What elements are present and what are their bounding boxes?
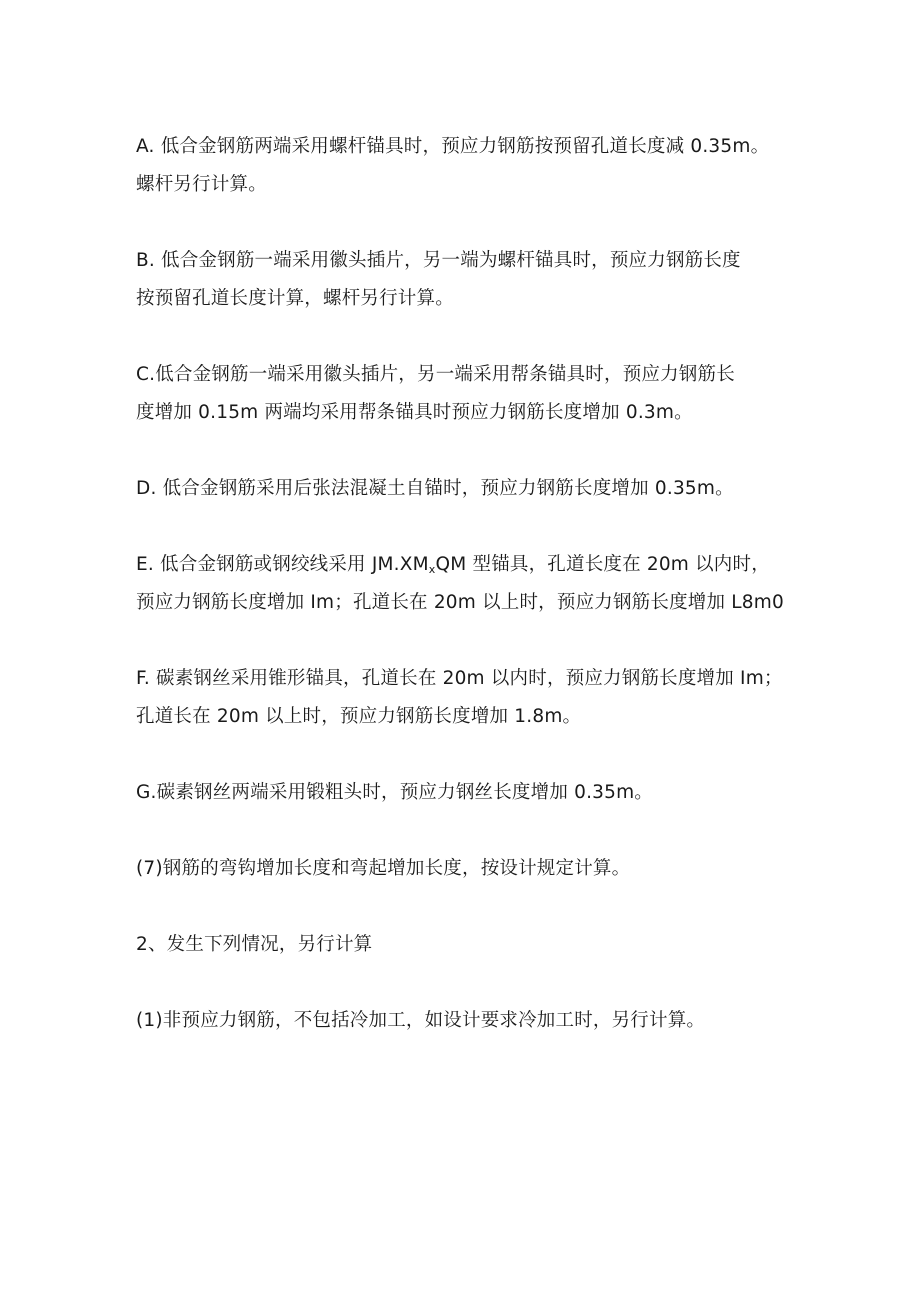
paragraph-line: A. 低合金钢筋两端采用螺杆锚具时，预应力钢筋按预留孔道长度减 0.35m。 (136, 136, 770, 157)
paragraph-line: 按预留孔道长度计算，螺杆另行计算。 (136, 288, 454, 309)
paragraph-line: (1)非预应力钢筋，不包括冷加工，如设计要求冷加工时，另行计算。 (136, 1010, 706, 1031)
paragraph-g (136, 774, 796, 812)
subscript-text: x (428, 563, 436, 576)
paragraph-line: (7)钢筋的弯钩增加长度和弯起增加长度，按设计规定计算。 (136, 858, 631, 879)
paragraph-c (136, 356, 796, 432)
paragraph-line: 2、发生下列情况，另行计算 (136, 934, 373, 955)
paragraph-line: C.低合金钢筋一端采用徽头插片，另一端采用帮条锚具时，预应力钢筋长 (136, 364, 735, 385)
paragraph-line: F. 碳素钢丝采用锥形锚具，孔道长在 20m 以内时，预应力钢筋长度增加 Im； (136, 668, 783, 689)
paragraph-b (136, 242, 796, 318)
paragraph-line: B. 低合金钢筋一端采用徽头插片，另一端为螺杆锚具时，预应力钢筋长度 (136, 250, 741, 271)
paragraph-line: 孔道长在 20m 以上时，预应力钢筋长度增加 1.8m。 (136, 706, 582, 727)
paragraph-line: 预应力钢筋长度增加 Im；孔道长在 20m 以上时，预应力钢筋长度增加 L8m0 (136, 592, 784, 613)
paragraph-line: 螺杆另行计算。 (136, 174, 267, 195)
paragraph-7 (136, 850, 796, 888)
paragraph-text: QM 型锚具，孔道长度在 20m 以内时， (435, 554, 770, 575)
paragraph-e (136, 546, 796, 622)
paragraph-line: 度增加 0.15m 两端均采用帮条锚具时预应力钢筋长度增加 0.3m。 (136, 402, 693, 423)
paragraph-a (136, 128, 796, 204)
paragraph-d (136, 470, 796, 508)
paragraph-line: D. 低合金钢筋采用后张法混凝土自锚时，预应力钢筋长度增加 0.35m。 (136, 478, 734, 499)
paragraph-f (136, 660, 796, 736)
paragraph-text: E. 低合金钢筋或钢绞线采用 JM.XM (136, 554, 429, 575)
paragraph-1 (136, 1002, 796, 1040)
paragraph-section-2 (136, 926, 796, 964)
paragraph-line (136, 546, 796, 584)
document-body (136, 128, 796, 1040)
paragraph-line: G.碳素钢丝两端采用锻粗头时，预应力钢丝长度增加 0.35m。 (136, 782, 654, 803)
